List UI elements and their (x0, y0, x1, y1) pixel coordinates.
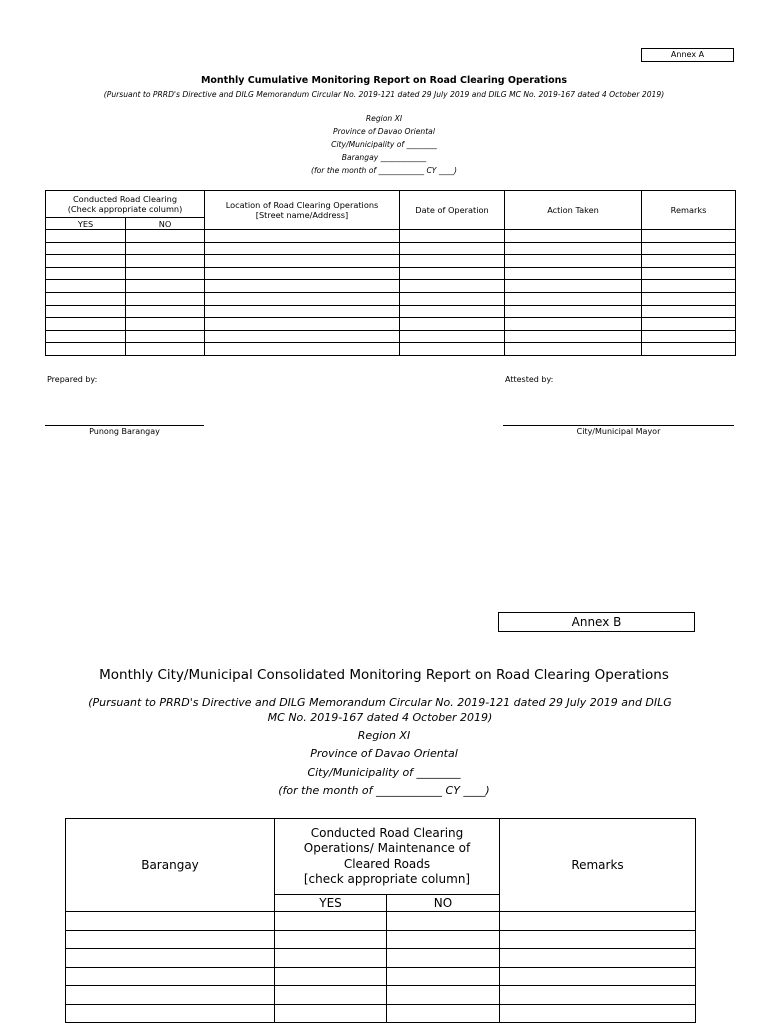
yes-header-b: YES (275, 895, 387, 912)
annex-b-subtitle-line2: MC No. 2019-167 dated 4 October 2019) (267, 711, 493, 724)
annex-b-province: Province of Davao Oriental (310, 747, 458, 760)
annex-a-month: (for the month of ____________ CY ____) (311, 166, 457, 175)
table-row (66, 986, 696, 1005)
annex-a-label: Annex A (641, 48, 734, 62)
annex-a-city: City/Municipality of ________ (331, 140, 437, 149)
table-row (46, 318, 736, 331)
annex-b-month: (for the month of ____________ CY ____) (278, 784, 490, 797)
annex-a-table (45, 190, 736, 356)
annex-a-barangay: Barangay ____________ (341, 153, 427, 162)
no-header: NO (126, 218, 205, 230)
conducted-b-line2: Operations/ Maintenance of (303, 841, 471, 855)
table-row (46, 230, 736, 243)
prepared-by-label: Prepared by: (47, 375, 98, 384)
conducted-b-line4: [check appropriate column] (303, 872, 471, 886)
table-row (66, 1004, 696, 1023)
attested-by-label: Attested by: (505, 375, 554, 384)
preparer-signature-line (45, 425, 204, 426)
table-row (66, 967, 696, 986)
action-header: Action Taken (505, 191, 642, 230)
annex-b-table (65, 818, 696, 1023)
remarks-header-b: Remarks (500, 819, 696, 912)
table-row (66, 930, 696, 949)
location-header (205, 191, 400, 230)
annex-b-subtitle-line1: (Pursuant to PRRD's Directive and DILG Memorandum Circular No. 2019-121 dated 29 July 2019 and DILG (88, 696, 672, 709)
conducted-header-line1: Conducted Road Clearing (72, 194, 178, 204)
no-header-b: NO (387, 895, 500, 912)
conducted-b-line1: Conducted Road Clearing (310, 825, 464, 840)
location-header-line1: Location of Road Clearing Operations (225, 200, 379, 210)
annex-b-label: Annex B (498, 612, 695, 632)
preparer-title: Punong Barangay (89, 427, 160, 436)
conducted-b-line3: Cleared Roads (343, 856, 431, 871)
annex-a-province: Province of Davao Oriental (333, 127, 435, 136)
remarks-header: Remarks (642, 191, 736, 230)
table-row (46, 267, 736, 280)
attester-title: City/Municipal Mayor (576, 427, 661, 436)
table-row (46, 292, 736, 305)
date-header: Date of Operation (400, 191, 505, 230)
annex-b-region: Region XI (357, 729, 411, 742)
annex-a-subtitle: (Pursuant to PRRD's Directive and DILG Memorandum Circular No. 2019-121 dated 29 July 2019 and DILG MC No. 2019-167 dated 4 October 2019) (103, 90, 665, 99)
yes-header: YES (46, 218, 126, 230)
table-row (46, 242, 736, 255)
conducted-header-b (275, 819, 500, 895)
table-row (66, 912, 696, 931)
annex-b-city: City/Municipality of ________ (307, 766, 461, 779)
annex-b-subtitle (60, 695, 700, 725)
annex-a-title: Monthly Cumulative Monitoring Report on Road Clearing Operations (200, 75, 568, 86)
table-row (46, 343, 736, 356)
table-row (46, 305, 736, 318)
conducted-header (46, 191, 205, 218)
barangay-header: Barangay (66, 819, 275, 912)
conducted-header-line2: (Check appropriate column) (67, 204, 183, 214)
table-row (46, 280, 736, 293)
location-header-line2: [Street name/Address] (255, 210, 349, 220)
table-row (66, 949, 696, 968)
annex-a-region: Region XI (365, 114, 403, 123)
annex-b-title: Monthly City/Municipal Consolidated Monitoring Report on Road Clearing Operations (99, 667, 669, 683)
attester-signature-line (503, 425, 734, 426)
table-row (46, 255, 736, 268)
table-row (46, 330, 736, 343)
